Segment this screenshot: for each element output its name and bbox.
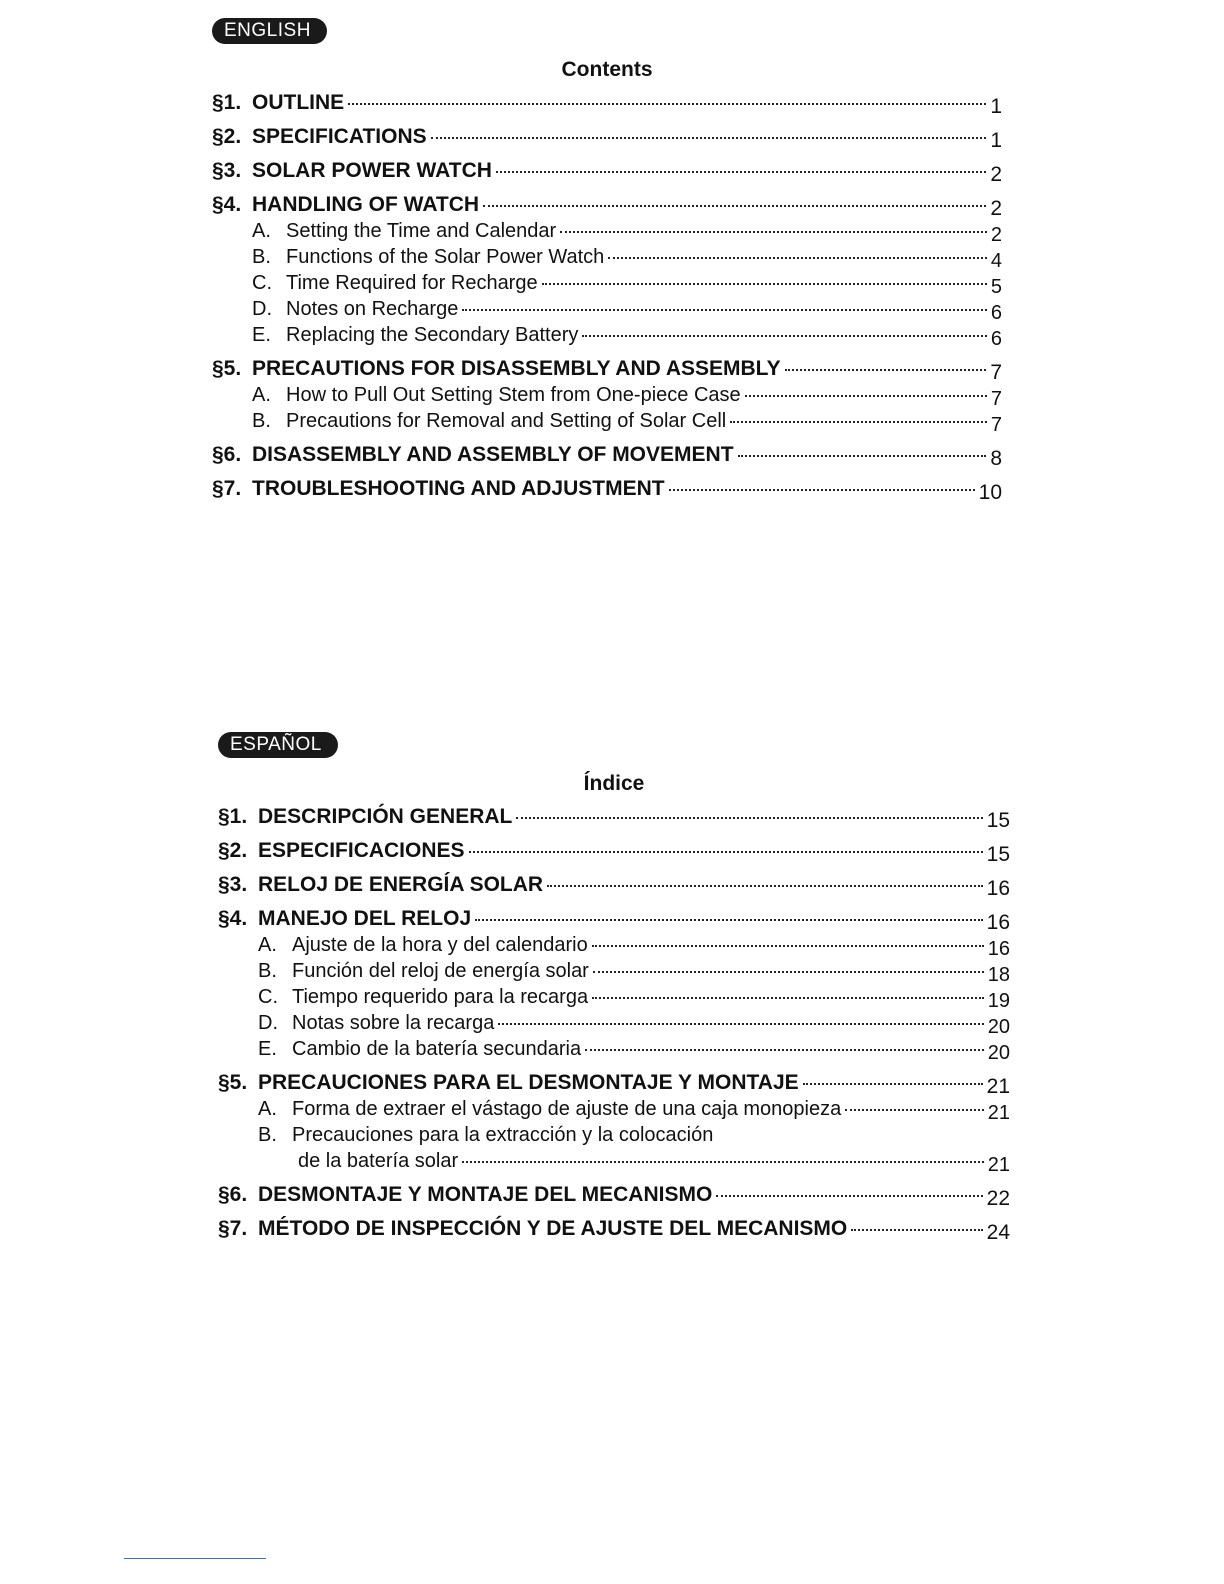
toc-entry-page: 7 [990,388,1002,410]
toc-entry [212,296,1002,322]
toc-entry-page: 20 [987,1016,1010,1038]
toc-entry-page: 22 [986,1187,1010,1210]
toc-entry [218,984,1010,1010]
dot-leader [785,369,987,371]
toc-entry-number: §3. [218,873,248,896]
toc-entry-number: A. [252,220,271,242]
toc-entry-label: TROUBLESHOOTING AND ADJUSTMENT [252,477,665,500]
toc-entry [218,1122,1010,1148]
english-toc-list [212,90,1002,502]
toc-entry-page: 2 [990,197,1002,220]
toc-entry-label: Functions of the Solar Power Watch [286,246,605,268]
dot-leader [431,137,987,139]
toc-entry [218,1036,1010,1062]
toc-entry [218,906,1010,932]
bottom-rule [124,1558,266,1559]
toc-entry-page: 1 [990,95,1002,118]
toc-entry [218,1182,1010,1208]
toc-entry-label: DESCRIPCIÓN GENERAL [258,805,513,828]
toc-entry-label: Ajuste de la hora y del calendario [292,934,588,956]
toc-entry-label: How to Pull Out Setting Stem from One-piece Case [286,384,741,406]
toc-entry-number: §7. [212,477,242,500]
toc-entry [218,838,1010,864]
toc-entry [218,1096,1010,1122]
toc-entry [218,1148,1010,1174]
toc-entry-number: A. [252,384,271,406]
toc-entry-label: Setting the Time and Calendar [286,220,557,242]
toc-entry-label: ESPECIFICACIONES [258,839,465,862]
toc-entry-label: Notes on Recharge [286,298,459,320]
dot-leader [845,1109,984,1111]
dot-leader [592,945,984,947]
toc-entry-label: Time Required for Recharge [286,272,538,294]
toc-entry [218,958,1010,984]
dot-leader [469,851,983,853]
toc-entry-number: E. [258,1038,277,1060]
dot-leader [348,103,986,105]
dot-leader [462,309,987,311]
dot-leader [585,1049,984,1051]
toc-entry-label: Precauciones para la extracción y la colocación [292,1124,714,1146]
toc-entry-label: HANDLING OF WATCH [252,193,480,216]
dot-leader [730,421,987,423]
dot-leader [496,171,986,173]
contents-title: Contents [561,58,653,81]
dot-leader [498,1023,983,1025]
dot-leader [547,885,983,887]
toc-entry-page: 6 [990,328,1002,350]
english-language-badge: ENGLISH [212,18,327,44]
toc-entry-label: Precautions for Removal and Setting of Solar Cell [286,410,727,432]
toc-entry-page: 5 [990,276,1002,298]
toc-entry-page: 4 [990,250,1002,272]
dot-leader [669,489,975,491]
toc-entry-page: 21 [986,1075,1010,1098]
toc-entry-label: Forma de extraer el vástago de ajuste de una caja monopieza [292,1098,842,1120]
spanish-section [218,732,1010,1242]
toc-entry-page: 18 [987,964,1010,986]
toc-entry [212,382,1002,408]
toc-entry-page: 6 [990,302,1002,324]
toc-entry-label: MANEJO DEL RELOJ [258,907,472,930]
toc-entry-label: Función del reloj de energía solar [292,960,589,982]
toc-entry-number: §1. [212,91,242,114]
toc-entry-number: §6. [212,443,242,466]
toc-entry-page: 16 [986,877,1010,900]
toc-entry-page: 16 [986,911,1010,934]
toc-entry-page: 2 [990,224,1002,246]
dot-leader [745,395,987,397]
toc-entry-page: 24 [986,1221,1010,1244]
toc-entry-page: 8 [990,447,1002,470]
toc-entry-label: SPECIFICATIONS [252,125,427,148]
toc-entry [212,322,1002,348]
toc-entry-page: 21 [987,1154,1010,1176]
dot-leader [516,817,982,819]
dot-leader [608,257,987,259]
dot-leader [462,1161,984,1163]
toc-entry-page: 20 [987,1042,1010,1064]
dot-leader [593,971,984,973]
toc-entry [218,1010,1010,1036]
toc-entry-number: C. [258,986,278,1008]
toc-entry [212,442,1002,468]
toc-entry-number: §7. [218,1217,248,1240]
toc-entry-label: OUTLINE [252,91,345,114]
toc-entry-label: DESMONTAJE Y MONTAJE DEL MECANISMO [258,1183,713,1206]
toc-entry-label: RELOJ DE ENERGÍA SOLAR [258,873,544,896]
dot-leader [738,455,987,457]
toc-entry-number: A. [258,1098,277,1120]
toc-entry-label: de la batería solar [298,1150,459,1172]
toc-entry [212,158,1002,184]
toc-entry [212,356,1002,382]
toc-entry-label: DISASSEMBLY AND ASSEMBLY OF MOVEMENT [252,443,734,466]
indice-title: Índice [583,772,645,795]
toc-entry-number: D. [252,298,272,320]
toc-entry-page: 1 [990,129,1002,152]
toc-entry-page: 16 [987,938,1010,960]
toc-entry-label: PRECAUTIONS FOR DISASSEMBLY AND ASSEMBLY [252,357,781,380]
dot-leader [560,231,987,233]
dot-leader [803,1083,983,1085]
toc-entry-number: §5. [218,1071,248,1094]
toc-entry-number: §2. [218,839,248,862]
toc-entry-page: 2 [990,163,1002,186]
toc-entry-label: Notas sobre la recarga [292,1012,495,1034]
toc-entry [218,872,1010,898]
toc-entry-number: B. [258,960,277,982]
toc-entry-number: §1. [218,805,248,828]
spanish-toc-list [218,804,1010,1242]
toc-entry-label: Tiempo requerido para la recarga [292,986,589,1008]
toc-entry [212,218,1002,244]
toc-entry-number: D. [258,1012,278,1034]
toc-entry-number: §4. [218,907,248,930]
toc-entry [218,1216,1010,1242]
toc-entry-page: 21 [987,1102,1010,1124]
dot-leader [475,919,982,921]
toc-entry-number: B. [258,1124,277,1146]
toc-entry-number: §6. [218,1183,248,1206]
toc-entry-label: MÉTODO DE INSPECCIÓN Y DE AJUSTE DEL MECANISMO [258,1217,848,1240]
toc-entry-number: §2. [212,125,242,148]
toc-entry-label: SOLAR POWER WATCH [252,159,492,182]
english-section [212,18,1002,502]
toc-entry-label: Cambio de la batería secundaria [292,1038,582,1060]
toc-entry [212,90,1002,116]
toc-entry-label: Replacing the Secondary Battery [286,324,579,346]
toc-entry-number: B. [252,410,271,432]
toc-entry-page: 7 [990,414,1002,436]
toc-entry [218,1070,1010,1096]
dot-leader [542,283,987,285]
dot-leader [592,997,984,999]
toc-entry-page: 10 [978,481,1002,504]
toc-entry [212,476,1002,502]
spanish-language-badge: ESPAÑOL [218,732,338,758]
toc-entry [218,932,1010,958]
toc-entry-page: 15 [986,843,1010,866]
dot-leader [582,335,986,337]
toc-entry-number: §3. [212,159,242,182]
toc-entry-number: B. [252,246,271,268]
toc-entry-page: 7 [990,361,1002,384]
toc-entry [212,270,1002,296]
toc-entry-page: 15 [986,809,1010,832]
dot-leader [483,205,986,207]
toc-entry-number: §5. [212,357,242,380]
toc-entry-number: A. [258,934,277,956]
toc-entry [212,408,1002,434]
toc-entry [218,804,1010,830]
toc-entry [212,124,1002,150]
toc-entry [212,192,1002,218]
toc-entry-label: PRECAUCIONES PARA EL DESMONTAJE Y MONTAJE [258,1071,799,1094]
toc-entry-number: §4. [212,193,242,216]
dot-leader [716,1195,982,1197]
toc-entry-page: 19 [987,990,1010,1012]
toc-entry-number: E. [252,324,271,346]
toc-entry-number: C. [252,272,272,294]
toc-entry [212,244,1002,270]
dot-leader [851,1229,982,1231]
